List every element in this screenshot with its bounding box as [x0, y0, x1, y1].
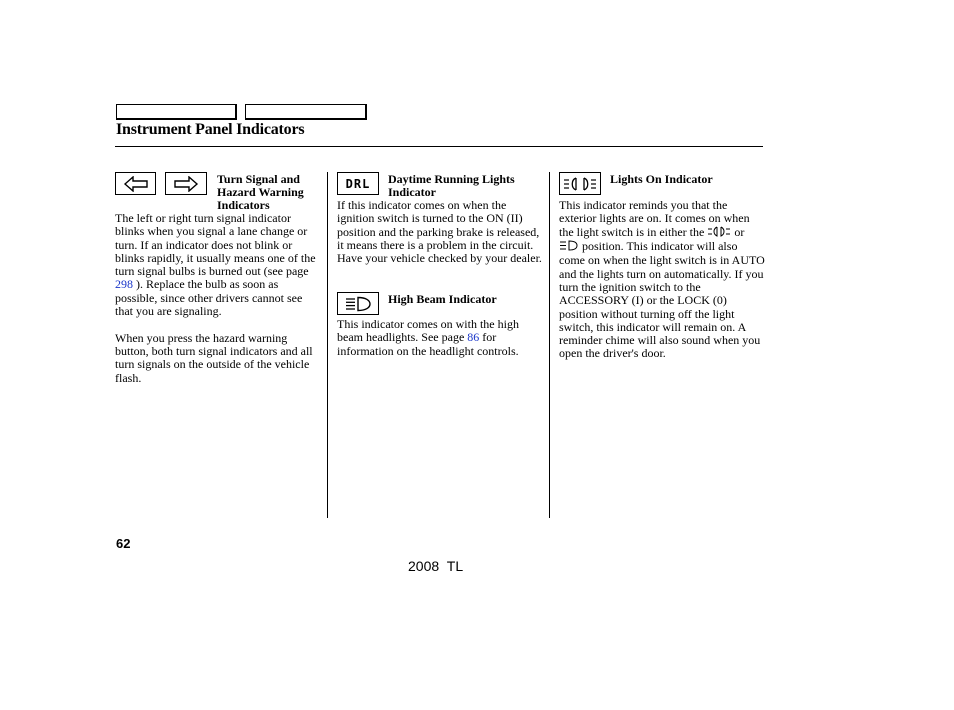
lights-on-text-b: position. This indicator will also come on when the light switch is in AUTO and the lights turn on automatically. If you turn the ignition switch to the ACCESSORY (I) or the LOCK (0) position without turning off the light switch, this indicator will remain on. A reminder chime will also sound when you open the driver's door.	[559, 238, 765, 361]
parking-lights-icon	[707, 226, 731, 240]
lights-on-text	[559, 199, 765, 361]
drl-text: If this indicator comes on when the ignition switch is turned to the ON (II) position and the parking brake is released, it means there is a problem in the circuit. Have your vehicle checked by your dealer.	[337, 198, 542, 266]
turn-signal-text	[115, 212, 323, 385]
drl-label: DRL	[345, 176, 371, 191]
nav-tab-2[interactable]	[245, 104, 367, 120]
drl-indicator-icon	[337, 172, 379, 195]
turn-signal-paragraph	[115, 212, 323, 318]
high-beam-text	[337, 318, 543, 358]
turn-signal-text-b: ). Replace the bulb as soon as possible, since other drivers cannot see that you are signaling.	[115, 277, 303, 319]
page-298-link[interactable]: 298	[115, 277, 133, 292]
lights-on-text-or: or	[731, 224, 745, 239]
footer-model: 2008 TL	[408, 558, 464, 574]
lights-on-heading: Lights On Indicator	[610, 172, 713, 186]
high-beam-heading: High Beam Indicator	[388, 292, 497, 306]
lights-on-paragraph	[559, 199, 765, 361]
hazard-paragraph: When you press the hazard warning button, both turn signal indicators and all turn signals on the outside of the vehicle flash.	[115, 330, 313, 385]
page-title: Instrument Panel Indicators	[116, 121, 305, 138]
high-beam-icon	[337, 292, 379, 315]
page-number: 62	[116, 536, 131, 551]
nav-tab-1[interactable]	[116, 104, 237, 120]
high-beam-paragraph	[337, 318, 543, 358]
column-divider-2	[549, 172, 550, 518]
turn-signal-heading: Turn Signal and Hazard Warning Indicators	[217, 172, 304, 212]
page-86-link[interactable]: 86	[467, 330, 480, 345]
column-divider-1	[327, 172, 328, 518]
high-beam-text-a: This indicator comes on with the high beam headlights. See page	[337, 317, 519, 345]
left-turn-arrow-icon	[115, 172, 156, 195]
lights-on-text-a: This indicator reminds you that the exterior lights are on. It comes on when the light switch is in either the	[559, 198, 750, 239]
lights-on-icon	[559, 172, 601, 195]
turn-signal-text-a: The left or right turn signal indicator blinks when you signal a lane change or turn. If an indicator does not blink or blinks rapidly, it usually means one of the turn signal bulbs is burned out (see page	[115, 211, 316, 279]
drl-heading: Daytime Running Lights Indicator	[388, 172, 515, 199]
title-divider	[115, 146, 763, 147]
right-turn-arrow-icon	[165, 172, 207, 195]
headlight-icon	[559, 240, 579, 254]
high-beam-text-b: for information on the headlight controls.	[337, 330, 519, 358]
